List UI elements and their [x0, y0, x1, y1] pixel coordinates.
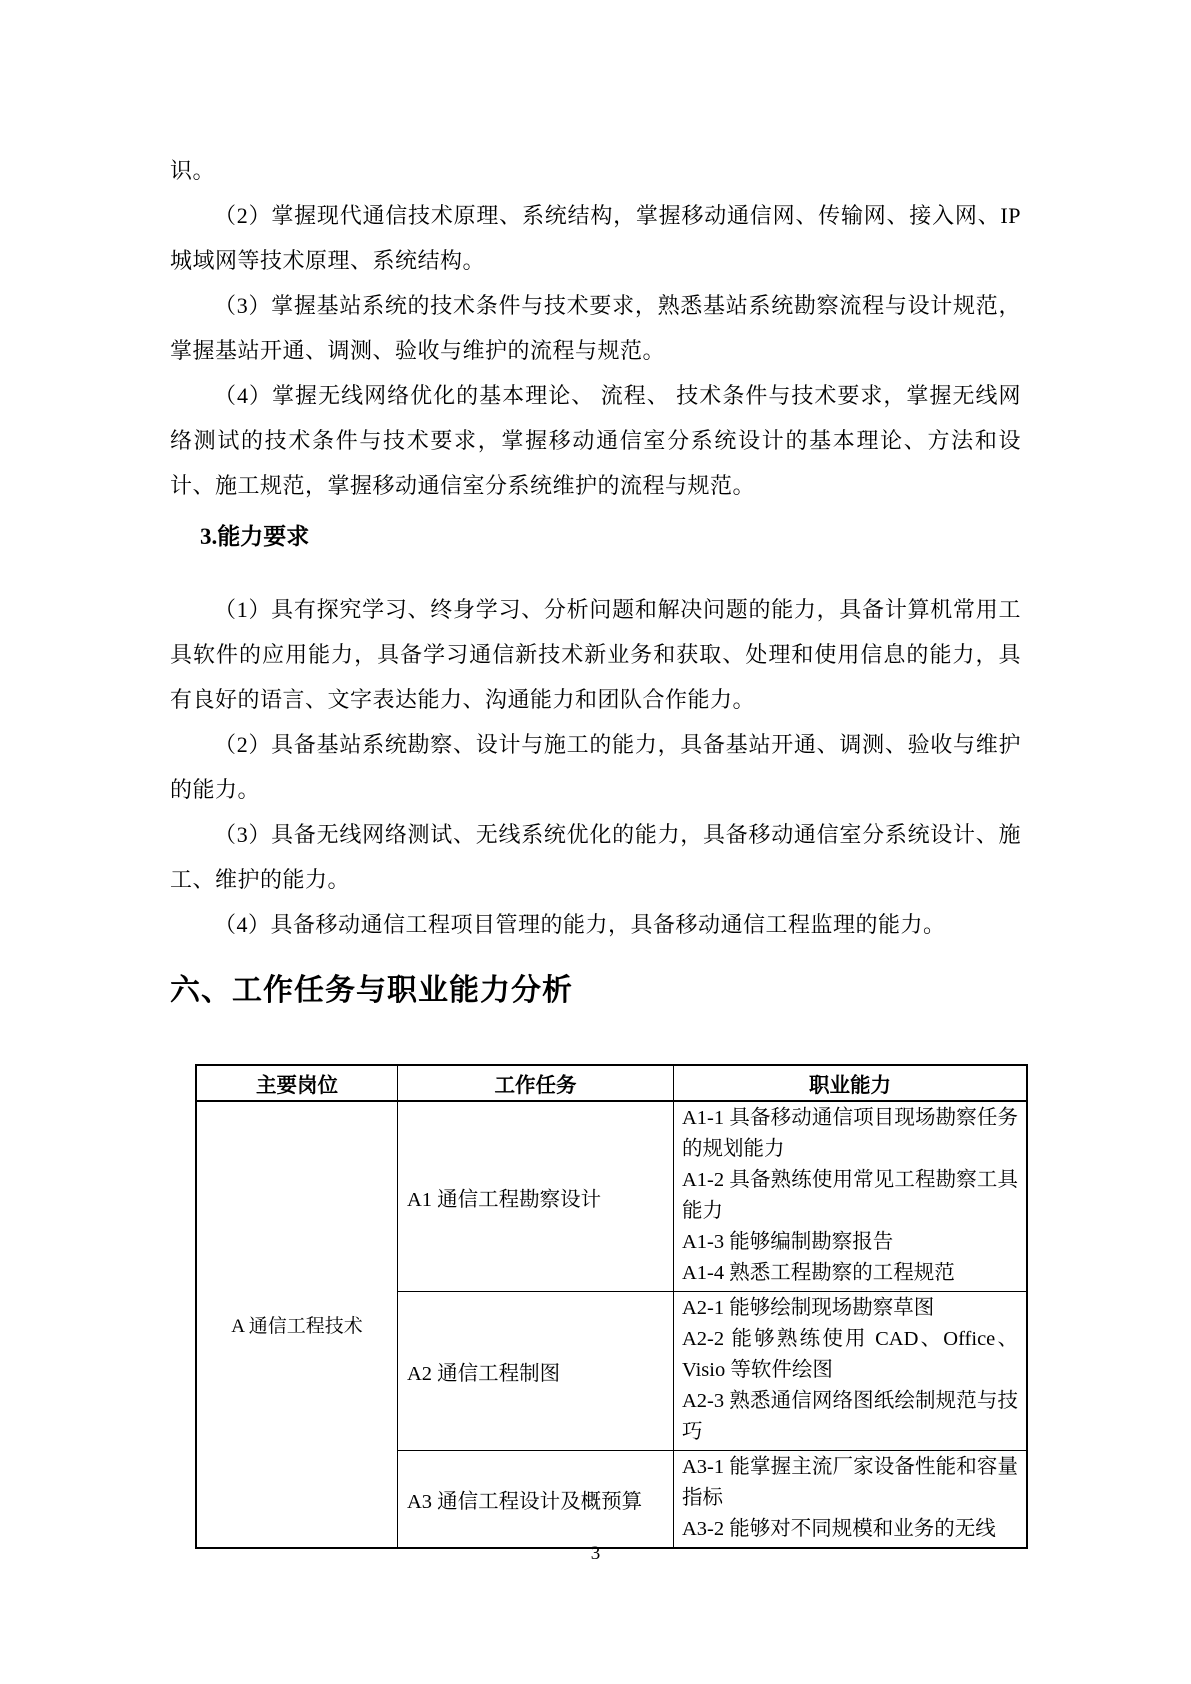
ability-cell — [674, 1101, 1028, 1292]
ability-item: A1-4 熟悉工程勘察的工程规范 — [682, 1262, 955, 1284]
ability-item: A1-3 能够编制勘察报告 — [682, 1231, 894, 1253]
ability-cell — [674, 1292, 1028, 1451]
heading-section-six: 六、工作任务与职业能力分析 — [170, 974, 573, 1007]
paragraph-ability-1: （1）具有探究学习、终身学习、分析问题和解决问题的能力，具备计算机常用工具软件的应用能力，具备学习通信新技术新业务和获取、处理和使用信息的能力，具有良好的语言、文字表达能力、沟通能力和团队合作能力。 — [170, 597, 1021, 712]
position-group-cell: A 通信工程技术 — [196, 1101, 398, 1548]
paragraph-ability-3: （3）具备无线网络测试、无线系统优化的能力，具备移动通信室分系统设计、施工、维护的能力。 — [170, 822, 1021, 892]
task-ability-table — [195, 1064, 1028, 1549]
work-task-cell: A2 通信工程制图 — [398, 1292, 674, 1451]
ability-item: A2-3 熟悉通信网络图纸绘制规范与技巧 — [682, 1390, 1018, 1443]
ability-item: A1-1 具备移动通信项目现场勘察任务的规划能力 — [682, 1107, 1018, 1160]
ability-cell — [674, 1451, 1028, 1549]
ability-item: A2-1 能够绘制现场勘察草图 — [682, 1297, 935, 1319]
header-main-position: 主要岗位 — [196, 1065, 398, 1101]
work-task-cell: A1 通信工程勘察设计 — [398, 1101, 674, 1292]
page-content — [170, 148, 1021, 1549]
heading-ability-requirements: 3.能力要求 — [200, 524, 310, 549]
ability-item: A3-2 能够对不同规模和业务的无线 — [682, 1518, 996, 1540]
work-task-cell: A3 通信工程设计及概预算 — [398, 1451, 674, 1549]
paragraph-knowledge-2: （2）掌握现代通信技术原理、系统结构，掌握移动通信网、传输网、接入网、IP 城域网等技术原理、系统结构。 — [170, 203, 1021, 273]
paragraph-ability-4: （4）具备移动通信工程项目管理的能力，具备移动通信工程监理的能力。 — [214, 912, 946, 937]
paragraph-continuation: 识。 — [170, 158, 216, 183]
ability-item: A1-2 具备熟练使用常见工程勘察工具能力 — [682, 1169, 1018, 1222]
task-table-body — [196, 1101, 1027, 1548]
paragraph-knowledge-3: （3）掌握基站系统的技术条件与技术要求，熟悉基站系统勘察流程与设计规范，掌握基站开通、调测、验收与维护的流程与规范。 — [170, 293, 1021, 363]
table-header-row — [196, 1065, 1027, 1101]
paragraph-ability-2: （2）具备基站系统勘察、设计与施工的能力，具备基站开通、调测、验收与维护的能力。 — [170, 732, 1021, 802]
table-row — [196, 1101, 1027, 1292]
ability-item: A2-2 能够熟练使用 CAD、Office、Visio 等软件绘图 — [682, 1328, 1018, 1381]
header-professional-ability: 职业能力 — [674, 1065, 1028, 1101]
paragraph-knowledge-4: （4）掌握无线网络优化的基本理论、 流程、 技术条件与技术要求，掌握无线网络测试的技术条件与技术要求，掌握移动通信室分系统设计的基本理论、方法和设计、施工规范，掌握移动通信室分系统维护的流程与规范。 — [170, 383, 1021, 498]
header-work-task: 工作任务 — [398, 1065, 674, 1101]
ability-item: A3-1 能掌握主流厂家设备性能和容量指标 — [682, 1456, 1018, 1509]
page-number: 3 — [590, 1543, 601, 1564]
